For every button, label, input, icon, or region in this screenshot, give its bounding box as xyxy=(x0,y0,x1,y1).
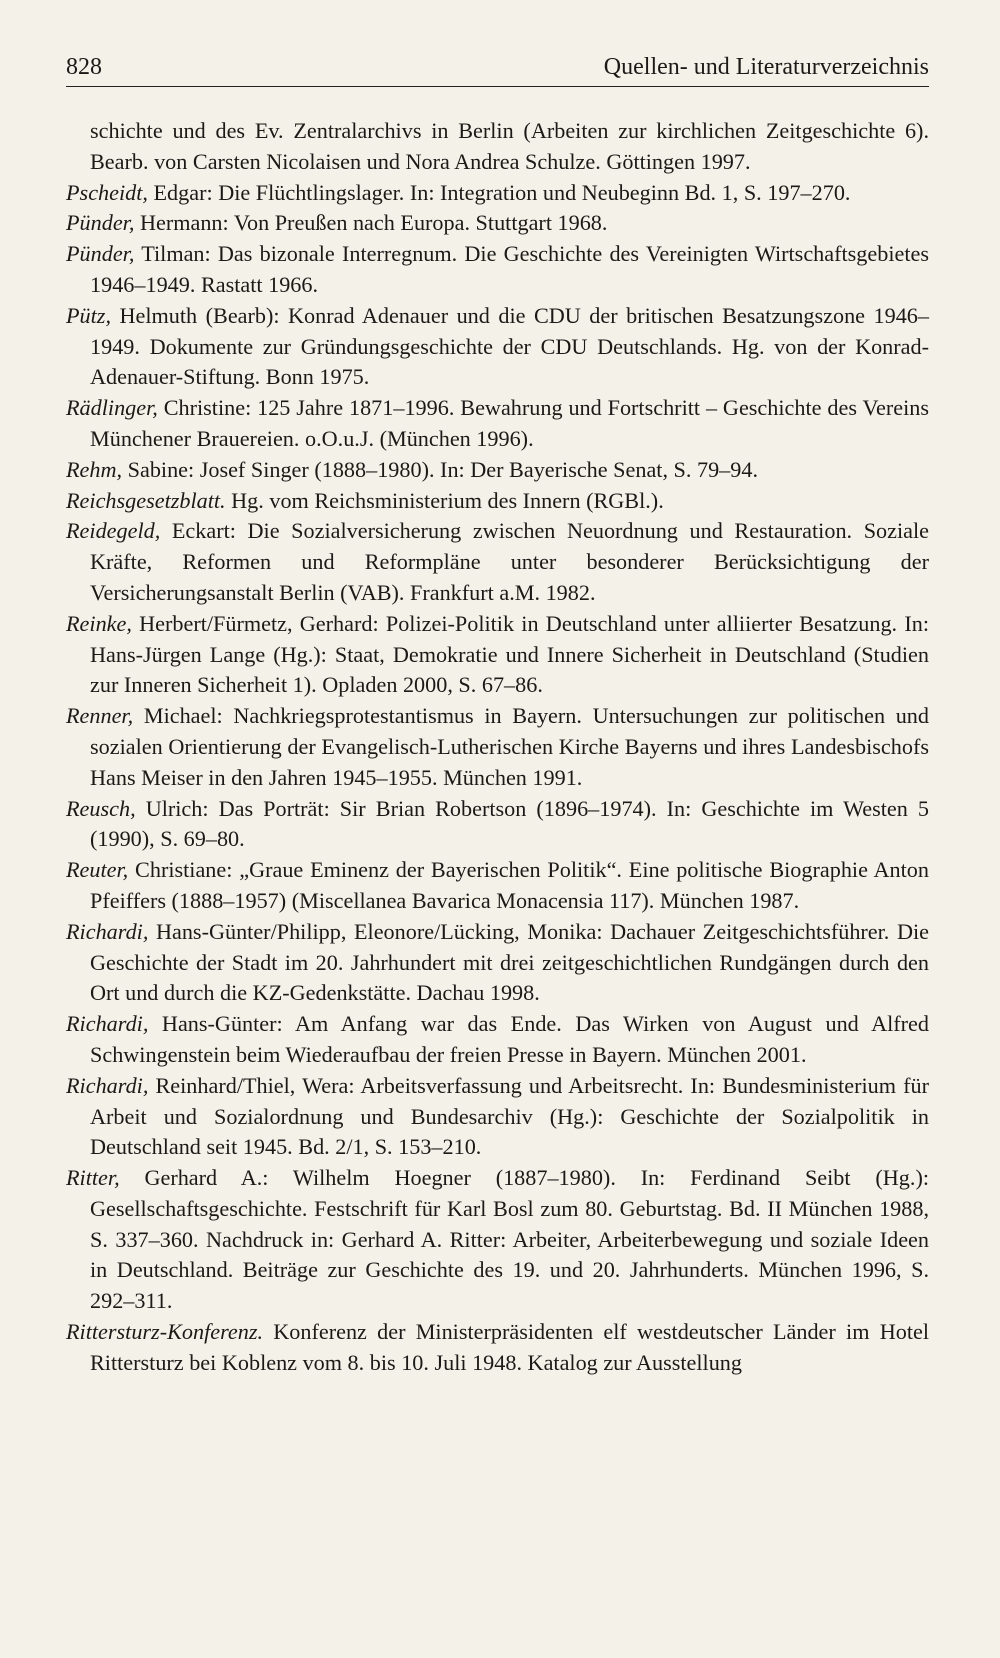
entry-author: Richardi, xyxy=(66,1011,149,1037)
entry-text: Eckart: Die Sozialversicherung zwischen Neuordnung und Restauration. Soziale Kräfte, Reformen und Reformpläne unter besonderer Berücksichtigung der Versicherungsanstalt Berlin (VAB). Frankfurt a.M. 1982. xyxy=(90,518,929,605)
bibliography-entry xyxy=(66,701,929,793)
entry-author: Ritter, xyxy=(66,1165,120,1191)
entry-text: schichte und des Ev. Zentralarchivs in Berlin (Arbeiten zur kirchlichen Zeitgeschichte 6). Bearb. von Carsten Nicolaisen und Nora Andrea Schulze. Göttingen 1997. xyxy=(90,118,929,174)
entry-author: Rittersturz-Konferenz. xyxy=(66,1319,264,1345)
entry-text: Hans-Günter: Am Anfang war das Ende. Das Wirken von August und Alfred Schwingenstein beim Wiederaufbau der freien Presse in Bayern. München 2001. xyxy=(90,1011,929,1067)
entry-text: Ulrich: Das Porträt: Sir Brian Robertson (1896–1974). In: Geschichte im Westen 5 (1990), S. 69–80. xyxy=(90,795,929,852)
entry-author: Reinke, xyxy=(66,610,132,636)
entry-author: Reichsgesetzblatt. xyxy=(66,487,226,513)
entry-author: Rehm, xyxy=(66,456,123,482)
bibliography-entry xyxy=(66,516,929,608)
entry-author: Pünder, xyxy=(66,241,135,267)
bibliography-entry xyxy=(66,455,929,486)
entry-text: Hg. vom Reichsministerium des Innern (RGBl.). xyxy=(225,487,664,513)
entry-text: Tilman: Das bizonale Interregnum. Die Geschichte des Vereinigten Wirtschaftsgebietes 1946–1949. Rastatt 1966. xyxy=(90,241,929,297)
entry-author: Pütz, xyxy=(66,302,111,328)
bibliography-entry xyxy=(66,393,929,455)
bibliography-entry xyxy=(66,239,929,301)
entry-text: Sabine: Josef Singer (1888–1980). In: Der Bayerische Senat, S. 79–94. xyxy=(122,456,759,482)
entry-text: Hermann: Von Preußen nach Europa. Stuttgart 1968. xyxy=(134,210,608,236)
bibliography-list xyxy=(66,116,929,1379)
bibliography-entry xyxy=(66,609,929,701)
entry-author: Reuter, xyxy=(66,857,129,883)
entry-text: Hans-Günter/Philipp, Eleonore/Lücking, Monika: Dachauer Zeitgeschichtsführer. Die Geschichte der Stadt im 20. Jahrhundert mit drei zeitgeschichtlichen Rundgängen durch den Ort und durch die KZ-Gedenkstätte. Dachau 1998. xyxy=(90,918,929,1006)
bibliography-entry xyxy=(66,208,929,239)
bibliography-entry xyxy=(66,178,929,209)
bibliography-entry xyxy=(66,917,929,1009)
bibliography-entry xyxy=(66,1071,929,1163)
page-number: 828 xyxy=(66,54,102,80)
bibliography-entry xyxy=(66,855,929,917)
entry-text: Reinhard/Thiel, Wera: Arbeitsverfassung und Arbeitsrecht. In: Bundesministerium für Arbeit und Sozialordnung und Bundesarchiv (Hg.): Geschichte der Sozialpolitik in Deutschland seit 1945. Bd. 2/1, S. 153–210. xyxy=(90,1072,929,1160)
entry-author: Richardi, xyxy=(66,1072,149,1098)
bibliography-entry xyxy=(66,1317,929,1379)
entry-text: Edgar: Die Flüchtlingslager. In: Integration und Neubeginn Bd. 1, S. 197–270. xyxy=(147,179,851,205)
bibliography-entry xyxy=(66,1163,929,1317)
entry-text: Michael: Nachkriegsprotestantismus in Bayern. Untersuchungen zur politischen und sozialen Orientierung der Evangelisch-Lutherischen Kirche Bayerns und ihres Landesbischofs Hans Meiser in den Jahren 1945–1955. München 1991. xyxy=(90,703,929,790)
entry-text: Christiane: „Graue Eminenz der Bayerischen Politik“. Eine politische Biographie Anton Pfeiffers (1888–1957) (Miscellanea Bavarica Monacensia 117). München 1987. xyxy=(90,857,929,913)
entry-author: Rädlinger, xyxy=(66,395,158,421)
bibliography-entry xyxy=(66,794,929,856)
bibliography-entry xyxy=(66,116,929,178)
entry-author: Richardi, xyxy=(66,918,149,944)
bibliography-entry xyxy=(66,486,929,517)
entry-text: Herbert/Fürmetz, Gerhard: Polizei-Politik in Deutschland unter alliierter Besatzung. In: Hans-Jürgen Lange (Hg.): Staat, Demokratie und Innere Sicherheit in Deutschland (Studien zur Inneren Sicherheit 1). Opladen 2000, S. 67–86. xyxy=(90,610,929,698)
bibliography-entry xyxy=(66,301,929,393)
bibliography-entry xyxy=(66,1009,929,1071)
entry-author: Pünder, xyxy=(66,210,135,236)
entry-author: Renner, xyxy=(66,703,134,729)
running-header xyxy=(66,52,929,87)
entry-text: Helmuth (Bearb): Konrad Adenauer und die CDU der britischen Besatzungszone 1946–1949. Dokumente zur Gründungsgeschichte der CDU Deutschlands. Hg. von der Konrad-Adenauer-Stiftung. Bonn 1975. xyxy=(90,302,929,390)
entry-author: Pscheidt, xyxy=(66,179,148,205)
running-title: Quellen- und Literaturverzeichnis xyxy=(603,54,929,80)
entry-text: Christine: 125 Jahre 1871–1996. Bewahrung und Fortschritt – Geschichte des Vereins Münchener Brauereien. o.O.u.J. (München 1996). xyxy=(90,395,929,451)
entry-author: Reusch, xyxy=(66,795,136,821)
entry-author: Reidegeld, xyxy=(66,518,161,544)
entry-text: Gerhard A.: Wilhelm Hoegner (1887–1980). In: Ferdinand Seibt (Hg.): Gesellschaftsgeschichte. Festschrift für Karl Bosl zum 80. Geburtstag. Bd. II München 1988, S. 337–360. Nachdruck in: Gerhard A. Ritter: Arbeiter, Arbeiterbewegung und soziale Ideen in Deutschland. Beiträge zur Geschichte des 19. und 20. Jahrhunderts. München 1996, S. 292–311. xyxy=(90,1165,929,1314)
entry-text: Konferenz der Ministerpräsidenten elf westdeutscher Länder im Hotel Rittersturz bei Koblenz vom 8. bis 10. Juli 1948. Katalog zur Ausstellung xyxy=(90,1319,929,1375)
